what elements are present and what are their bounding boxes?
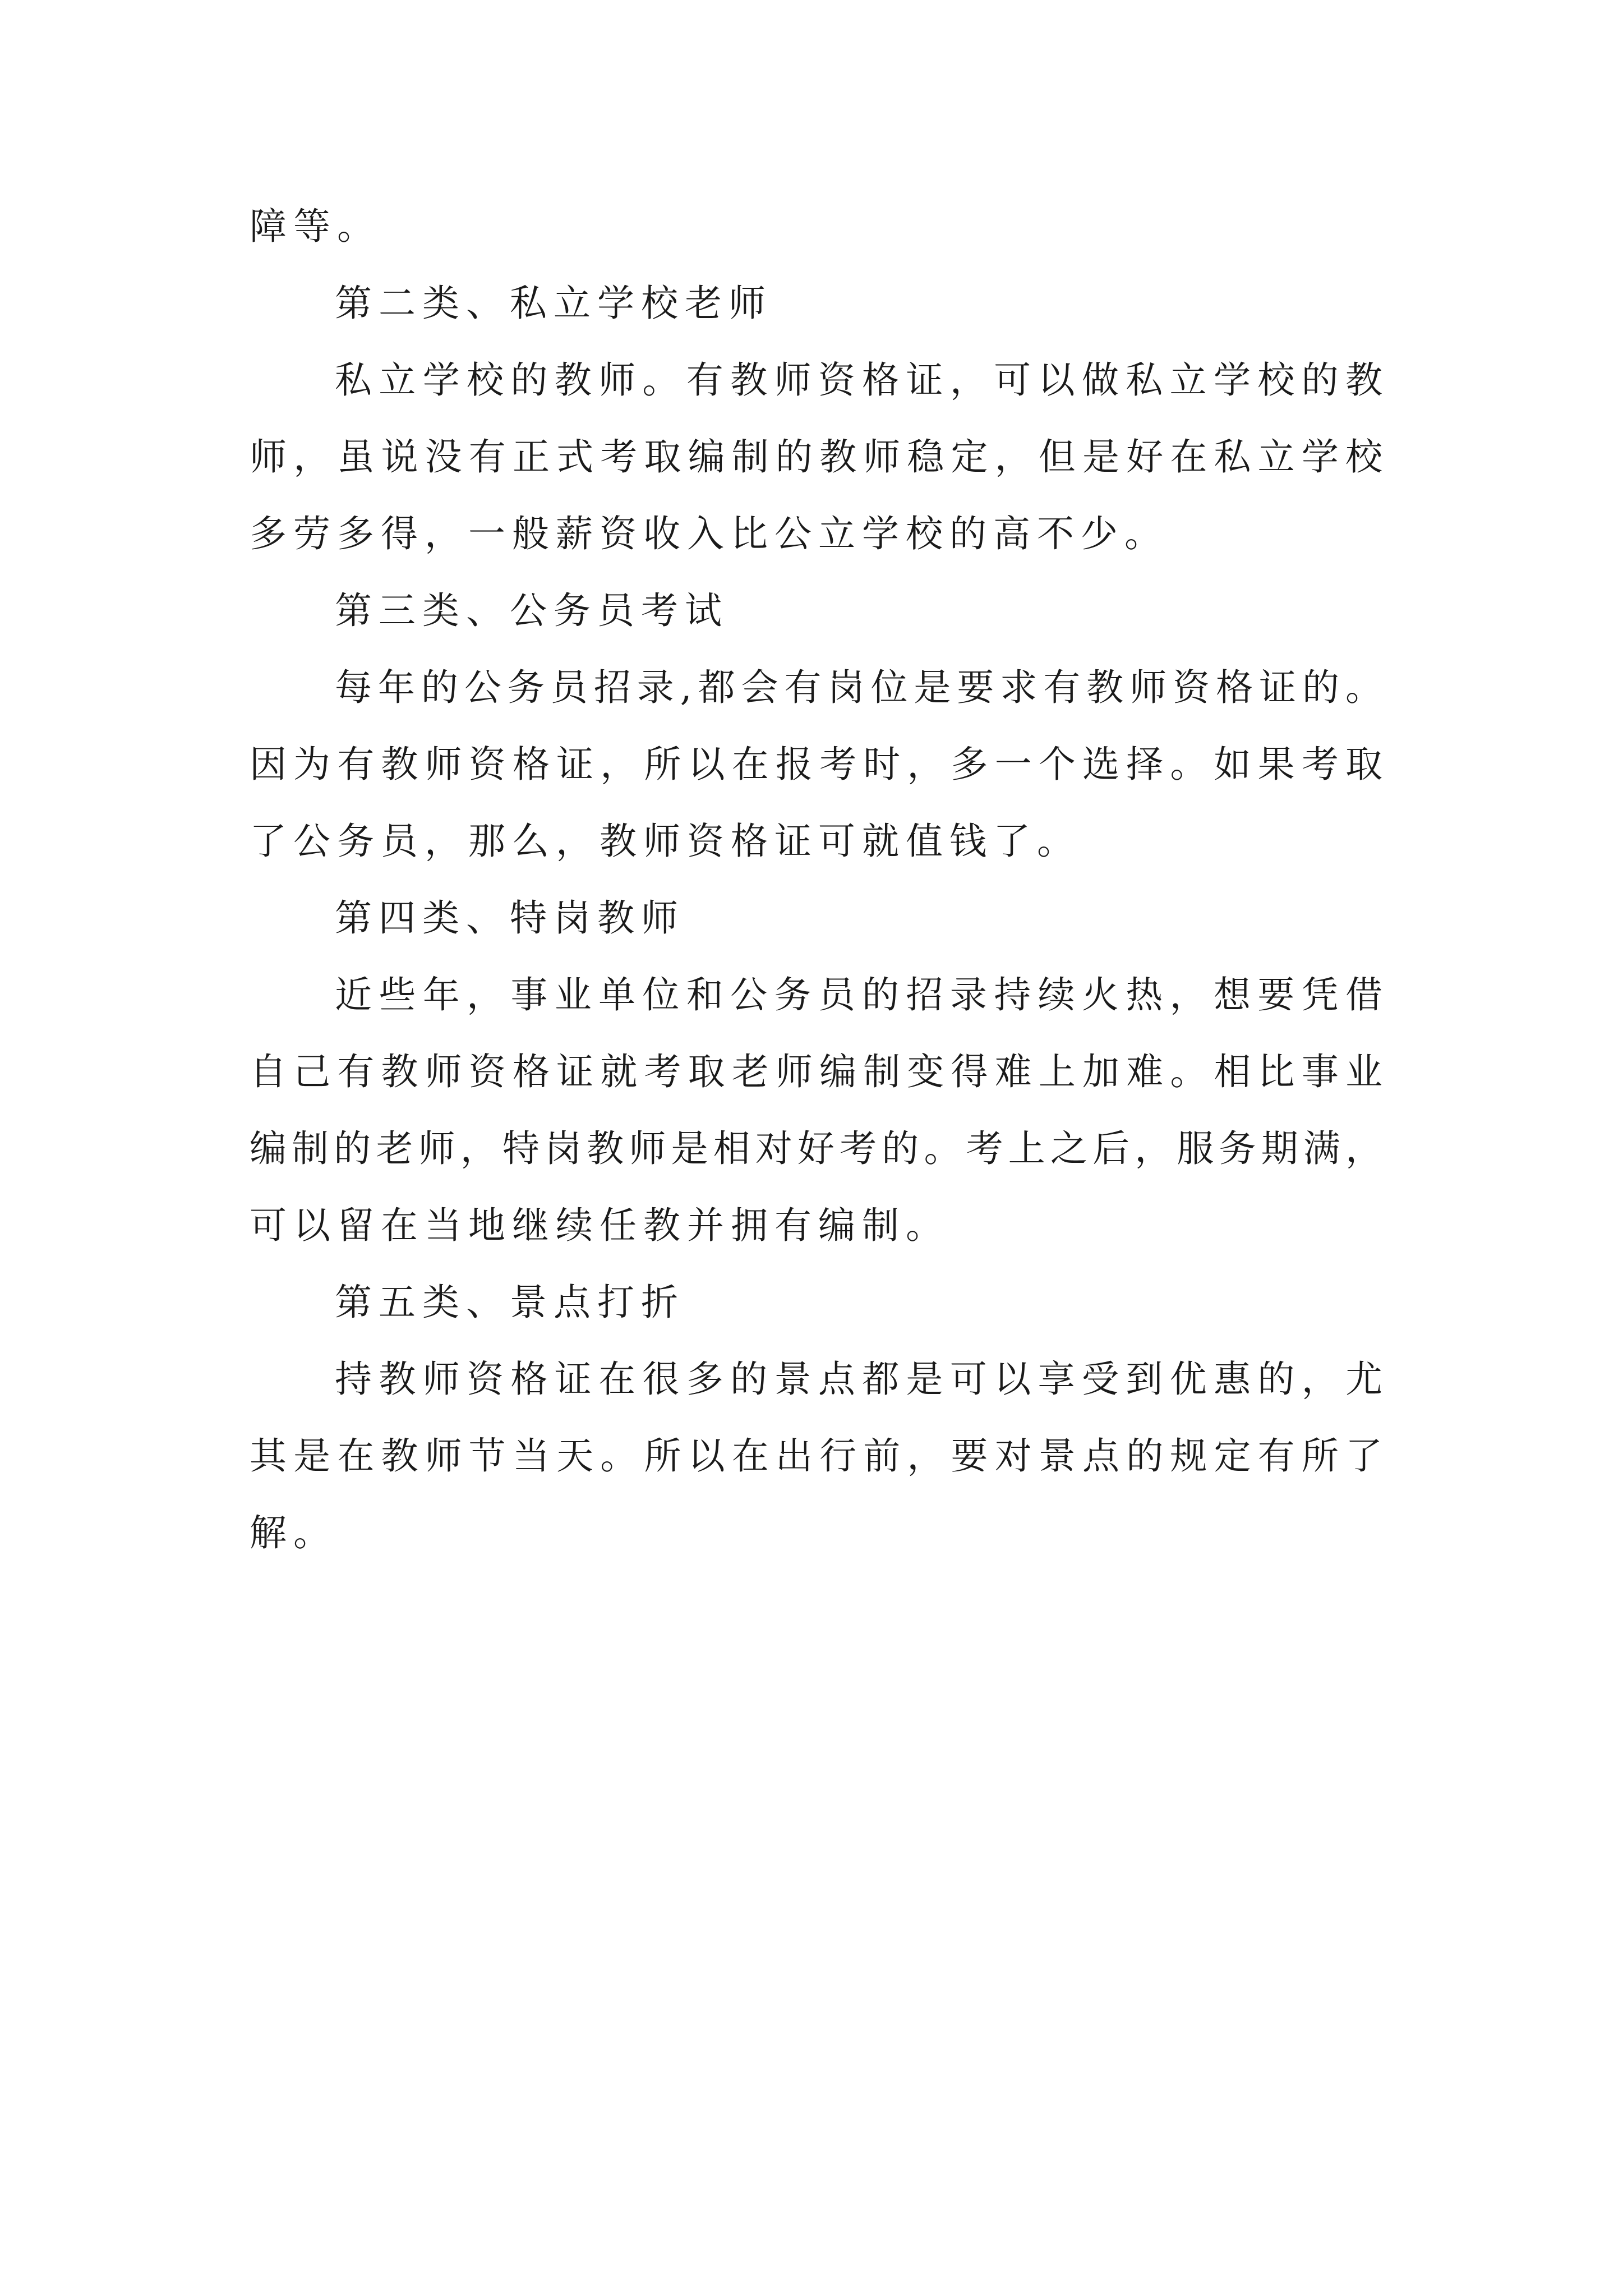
document-body (250, 205, 1382, 1591)
paragraph-line: 持教师资格证在很多的景点都是可以享受到优惠的，尤 (335, 1358, 1382, 1401)
paragraph-line: 障等。 (250, 205, 381, 248)
paragraph-line: 因为有教师资格证，所以在报考时，多一个选择。如果考取 (250, 743, 1382, 786)
paragraph-line: 师，虽说没有正式考取编制的教师稳定，但是好在私立学校 (250, 435, 1382, 478)
section-heading-3: 第三类、公务员考试 (335, 589, 728, 632)
section-heading-2: 第二类、私立学校老师 (335, 282, 772, 325)
paragraph-line: 可以留在当地继续任教并拥有编制。 (250, 1204, 949, 1247)
section-heading-5: 第五类、景点打折 (335, 1281, 685, 1324)
paragraph-line: 了公务员，那么，教师资格证可就值钱了。 (250, 820, 1081, 863)
paragraph-line: 其是在教师节当天。所以在出行前，要对景点的规定有所了 (250, 1434, 1382, 1478)
paragraph-line: 每年的公务员招录,都会有岗位是要求有教师资格证的。 (335, 666, 1382, 709)
paragraph-line: 解。 (250, 1511, 337, 1554)
paragraph-line: 多劳多得，一般薪资收入比公立学校的高不少。 (250, 512, 1168, 555)
paragraph-line: 近些年，事业单位和公务员的招录持续火热，想要凭借 (335, 973, 1382, 1016)
paragraph-line: 编制的老师，特岗教师是相对好考的。考上之后，服务期满， (250, 1127, 1382, 1170)
paragraph-line: 自己有教师资格证就考取老师编制变得难上加难。相比事业 (250, 1050, 1382, 1093)
paragraph-line: 私立学校的教师。有教师资格证，可以做私立学校的教 (335, 358, 1382, 402)
section-heading-4: 第四类、特岗教师 (335, 896, 685, 940)
